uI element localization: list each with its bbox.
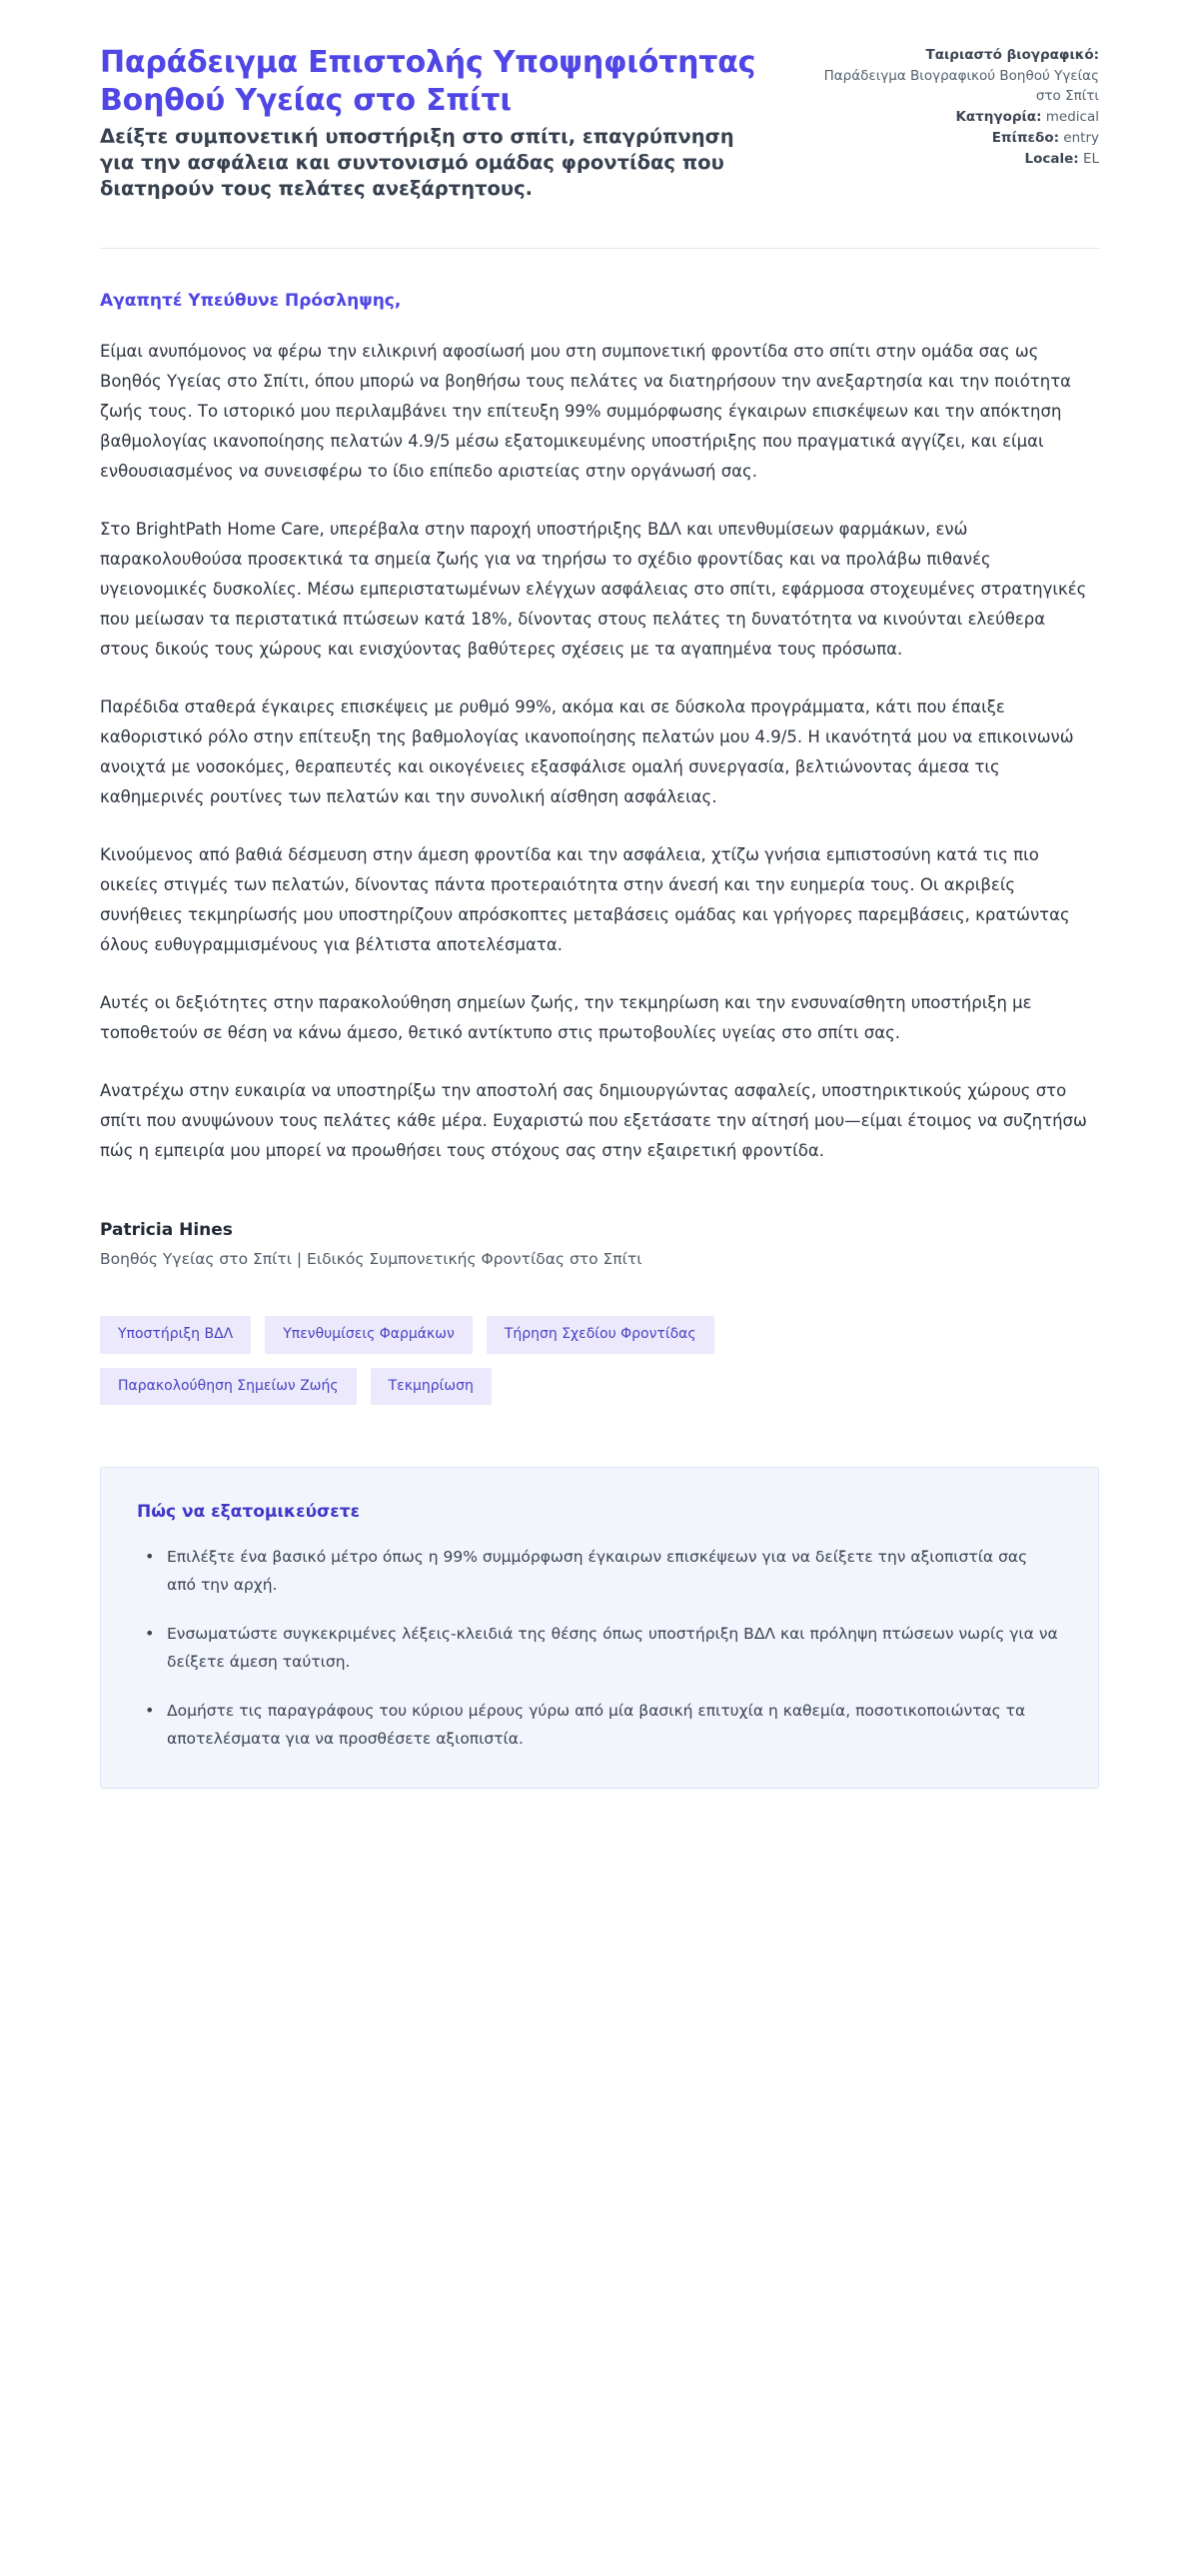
meta-matched-resume-label: Ταιριαστό βιογραφικό: [925, 47, 1099, 63]
letter-paragraph: Στο BrightPath Home Care, υπερέβαλα στην παροχή υποστήριξης ΒΔΛ και υπενθυμίσεων φαρμάκων, ενώ παρακολουθούσα προσεκτικά τα σημεία ζωής για να τηρήσω το σχέδιο φροντίδας και να προλάβω πιθανές υγειονομικές δυσκολίες. Μέσω εμπεριστατωμένων ελέγχων ασφάλειας στο σπίτι, εφάρμοσα στοχευμένες στρατηγικές που μείωσαν τα περιστατικά πτώσεων κατά 18%, δίνοντας στους πελάτες τη δυνατότητα να κινούνται ελεύθερα στους δικούς τους χώρους και ενισχύοντας βαθύτερες σχέσεις με τα αγαπημένα τους πρόσωπα. [100, 520, 1087, 659]
how-to-customize-list [137, 1544, 1058, 1753]
signature-block [100, 1220, 1099, 1268]
skill-tag[interactable]: Παρακολούθηση Σημείων Ζωής [100, 1368, 357, 1405]
list-item: • Δομήστε τις παραγράφους του κύριου μέρους γύρω από μία βασική επιτυχία η καθεμία, ποσοτικοποιώντας τα αποτελέσματα για να προσθέσετε αξιοπιστία. [161, 1698, 1058, 1753]
meta-locale-value: EL [1082, 150, 1099, 167]
meta-locale-label: Locale: [1024, 150, 1079, 167]
meta-level-value: entry [1063, 129, 1099, 146]
how-to-customize-title: Πώς να εξατομικεύσετε [137, 1502, 361, 1523]
meta-matched-resume-value-row [799, 67, 1099, 107]
list-item: • Επιλέξτε ένα βασικό μέτρο όπως η 99% συμμόρφωση έγκαιρων επισκέψεων για να δείξετε την αξιοπιστία σας από την αρχή. [161, 1544, 1058, 1599]
signature-name: Patricia Hines [100, 1220, 233, 1241]
meta-matched-resume-value: Παράδειγμα Βιογραφικού Βοηθού Υγείας στο Σπίτι [823, 67, 1099, 104]
document-header [100, 0, 1099, 202]
list-item: • Ενσωματώστε συγκεκριμένες λέξεις-κλειδιά της θέσης όπως υποστήριξη ΒΔΛ και πρόληψη πτώσεων νωρίς για να δείξετε άμεση ταύτιση. [161, 1621, 1058, 1676]
skill-tag-list [100, 1316, 859, 1405]
skill-tag[interactable]: Υποστήριξη ΒΔΛ [100, 1316, 251, 1353]
letter-paragraph: Παρέδιδα σταθερά έγκαιρες επισκέψεις με ρυθμό 99%, ακόμα και σε δύσκολα προγράμματα, κάτι που έπαιξε καθοριστικό ρόλο στην επίτευξη της βαθμολογίας ικανοποίησης πελατών μου 4.9/5. Η ικανότητά μου να επικοινωνώ ανοιχτά με νοσοκόμες, θεραπευτές και οικογένειες εξασφάλισε ομαλή συνεργασία, βελτιώνοντας άμεσα τις καθημερινές ρουτίνες των πελατών και την συνολική αίσθηση ασφάλειας. [100, 697, 1074, 807]
skill-tag[interactable]: Υπενθυμίσεις Φαρμάκων [265, 1316, 473, 1353]
how-to-customize-panel [100, 1467, 1099, 1788]
page-subtitle: Δείξτε συμπονετική υποστήριξη στο σπίτι, επαγρύπνηση για την ασφάλεια και συντονισμό ομάδας φροντίδας που διατηρούν τους πελάτες ανεξάρτητους. [100, 125, 734, 201]
meta-category-label: Κατηγορία: [955, 108, 1042, 125]
signature-role: Βοηθός Υγείας στο Σπίτι | Ειδικός Συμπονετικής Φροντίδας στο Σπίτι [100, 1250, 642, 1269]
page-title: Παράδειγμα Επιστολής Υποψηφιότητας Βοηθού Υγείας στο Σπίτι [100, 45, 756, 119]
letter-paragraph: Αυτές οι δεξιότητες στην παρακολούθηση σημείων ζωής, την τεκμηρίωση και την ενσυναίσθητη υποστήριξη με τοποθετούν σε θέση να κάνω άμεσο, θετικό αντίκτυπο στις πρωτοβουλίες υγείας στο σπίτι σας. [100, 993, 1032, 1043]
letter-paragraph: Είμαι ανυπόμονος να φέρω την ειλικρινή αφοσίωσή μου στη συμπονετική φροντίδα στο σπίτι στην ομάδα σας ως Βοηθός Υγείας στο Σπίτι, όπου μπορώ να βοηθήσω τους πελάτες να διατηρήσουν την ανεξαρτησία και την ποιότητα ζωής τους. Το ιστορικό μου περιλαμβάνει την επίτευξη 99% συμμόρφωσης έγκαιρων επισκέψεων και την απόκτηση βαθμολογίας ικανοποίησης πελατών 4.9/5 μέσω εξατομικευμένης υποστήριξης που πραγματικά αγγίζει, και είμαι ενθουσιασμένος να συνεισφέρω το ίδιο επίπεδο αριστείας στην οργάνωσή σας. [100, 341, 1072, 482]
meta-category-value: medical [1045, 108, 1099, 125]
header-metadata-panel [799, 44, 1099, 171]
letter-paragraph: Κινούμενος από βαθιά δέσμευση στην άμεση φροντίδα και την ασφάλεια, χτίζω γνήσια εμπιστοσύνη κατά τις πιο οικείες στιγμές των πελατών, δίνοντας πάντα προτεραιότητα στην άνεσή και την ευημερία τους. Οι ακριβείς συνήθειες τεκμηρίωσής μου υποστηρίζουν απρόσκοπτες μεταβάσεις ομάδας και γρήγορες παρεμβάσεις, κρατώντας όλους ευθυγραμμισμένους για βέλτιστα αποτελέσματα. [100, 845, 1070, 955]
skill-tag[interactable]: Τήρηση Σχεδίου Φροντίδας [487, 1316, 714, 1353]
skill-tag[interactable]: Τεκμηρίωση [371, 1368, 492, 1405]
cover-letter-body [100, 249, 1099, 1268]
meta-category [799, 108, 1099, 128]
meta-level [799, 129, 1099, 149]
letter-paragraph: Ανατρέχω στην ευκαιρία να υποστηρίξω την αποστολή σας δημιουργώντας ασφαλείς, υποστηρικτικούς χώρους στο σπίτι που ανυψώνουν τους πελάτες κάθε μέρα. Ευχαριστώ που εξετάσατε την αίτησή μου—είμαι έτοιμος να συζητήσω πώς η εμπειρία μου μπορεί να προωθήσει τους στόχους σας στην εξαιρετική φροντίδα. [100, 1081, 1087, 1161]
meta-locale [799, 150, 1099, 170]
meta-matched-resume [799, 46, 1099, 66]
meta-level-label: Επίπεδο: [991, 129, 1059, 146]
header-title-group [100, 44, 759, 202]
letter-salutation: Αγαπητέ Υπεύθυνε Πρόσληψης, [100, 290, 402, 311]
